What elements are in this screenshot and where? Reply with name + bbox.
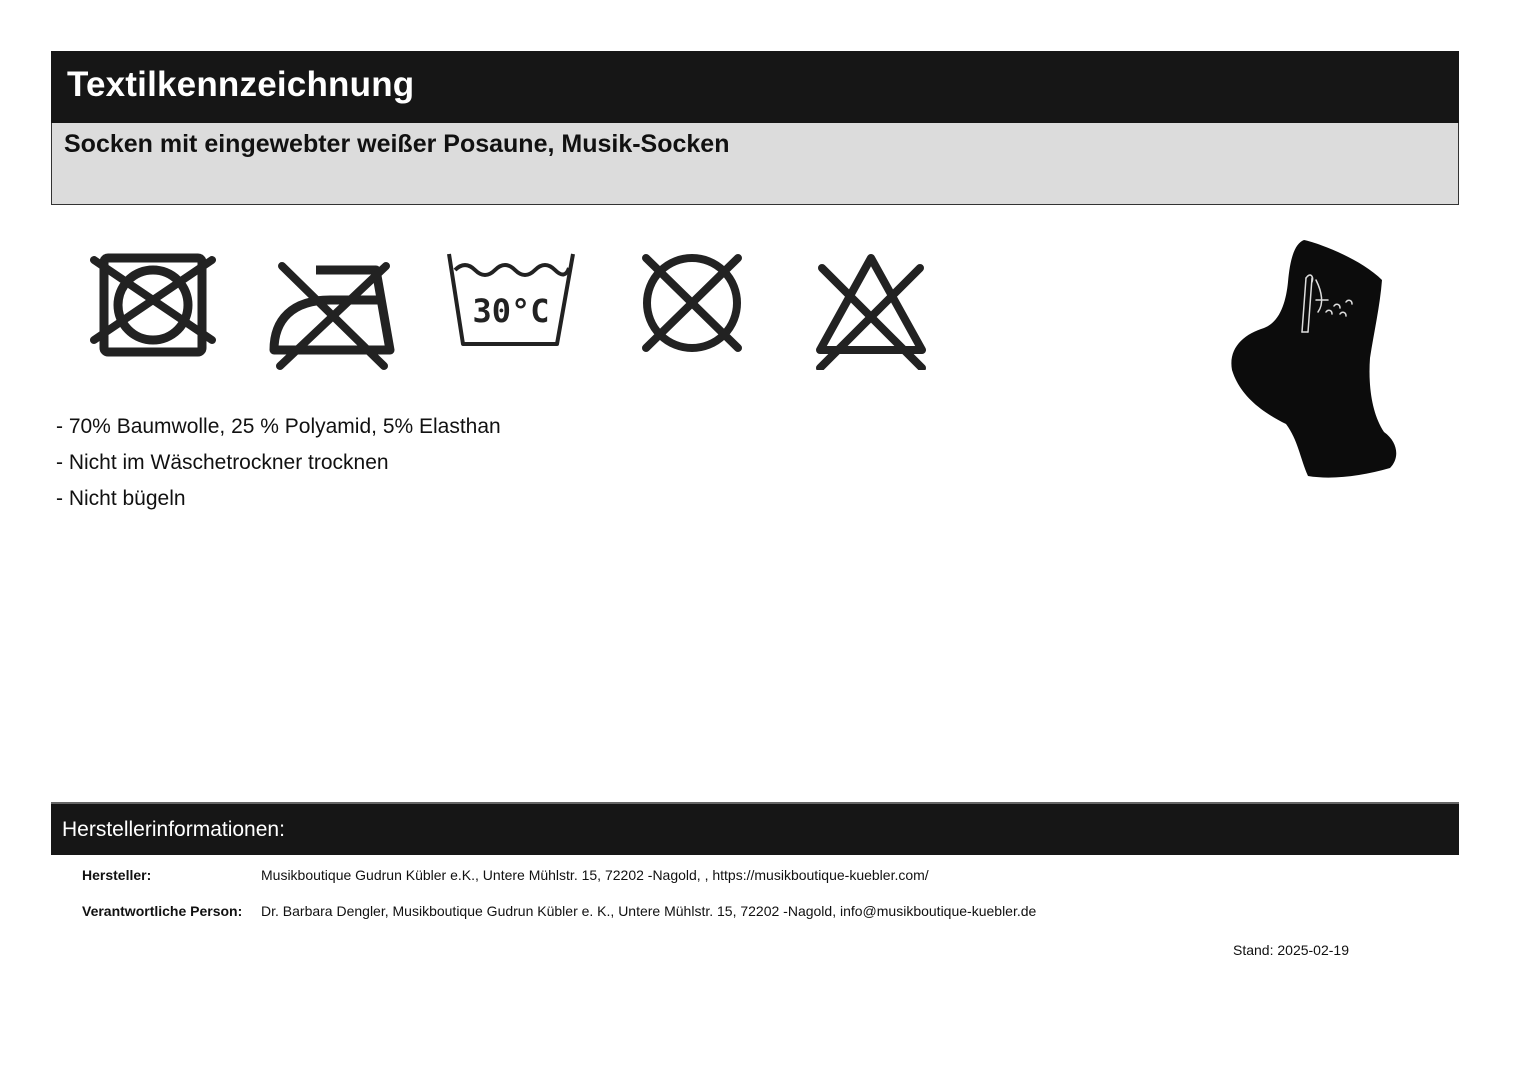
responsible-person-label: Verantwortliche Person: <box>82 903 243 919</box>
list-item: - 70% Baumwolle, 25 % Polyamid, 5% Elasthan <box>56 415 501 438</box>
material-care-list <box>56 412 501 520</box>
manufacturer-heading: Herstellerinformationen: <box>62 818 285 841</box>
stand-date: Stand: 2025-02-19 <box>1233 942 1349 958</box>
page-title: Textilkennzeichnung <box>67 65 415 104</box>
no-tumble-dry-icon <box>90 250 218 360</box>
hersteller-value: Musikboutique Gudrun Kübler e.K., Untere Mühlstr. 15, 72202 -Nagold, , https://musikboutique-kuebler.com/ <box>261 867 929 883</box>
list-item: - Nicht bügeln <box>56 487 186 510</box>
sock-product-image <box>1222 236 1404 487</box>
no-ironing-icon <box>268 258 398 372</box>
hersteller-label: Hersteller: <box>82 867 152 883</box>
wash-temperature-label: 30°C <box>472 292 550 330</box>
title-bar <box>51 51 1459 123</box>
no-dry-cleaning-icon <box>638 250 746 356</box>
manufacturer-info-bar <box>51 802 1459 855</box>
no-bleach-icon <box>812 250 930 370</box>
responsible-person-value: Dr. Barbara Dengler, Musikboutique Gudrun Kübler e. K., Untere Mühlstr. 15, 72202 -Nagold, info@musikboutique-kuebler.de <box>261 903 1037 919</box>
wash-30-icon <box>445 250 577 350</box>
subtitle-bar <box>51 123 1459 205</box>
list-item: - Nicht im Wäschetrockner trocknen <box>56 451 389 474</box>
product-name: Socken mit eingewebter weißer Posaune, Musik-Socken <box>64 130 730 158</box>
